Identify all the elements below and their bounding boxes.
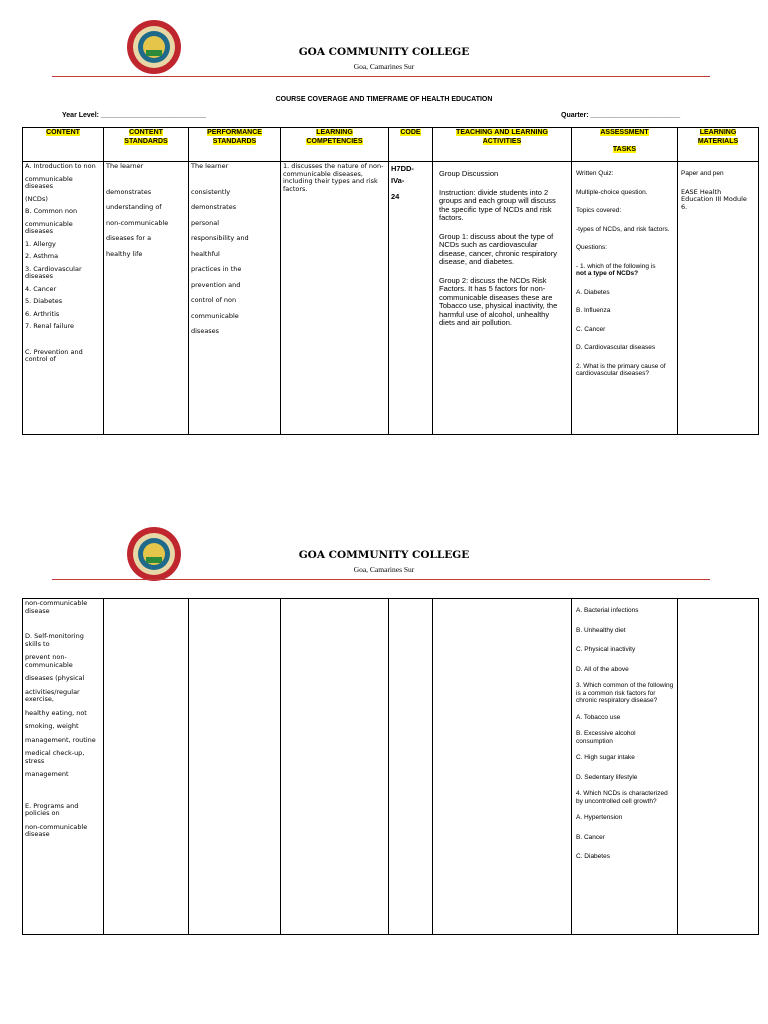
col-code-header: CODE bbox=[389, 128, 433, 162]
col-assessment-header: ASSESSMENT TASKS bbox=[572, 128, 678, 162]
col-content-standards-header: CONTENT STANDARDS bbox=[104, 128, 189, 162]
page-2 bbox=[0, 500, 768, 1000]
activities-cell bbox=[433, 599, 572, 935]
content-standards-cell bbox=[104, 599, 189, 935]
coverage-table-page2 bbox=[22, 598, 759, 935]
learning-competencies-cell bbox=[281, 599, 389, 935]
content-standards-cell: The learner demonstrates understanding of non-communicable diseases for a healthy life bbox=[104, 162, 189, 435]
assessment-cell: A. Bacterial infections B. Unhealthy diet C. Physical inactivity D. All of the above 3. Which common of the following is a common risk factors for chronic respiratory disease? A. Tobacco use B. Excessive alcohol consumption C. High sugar intake D. Sedentary lifestyle 4. Which NCDs is characterized by uncontrolled cell growth? A. Hypertension B. Cancer C. Diabetes bbox=[572, 599, 678, 935]
year-level-label: Year Level: ___________________________ bbox=[62, 112, 207, 119]
col-activities-header: TEACHING AND LEARNING ACTIVITIES bbox=[433, 128, 572, 162]
header-rule bbox=[52, 579, 710, 580]
quarter-label: Quarter: _______________________ bbox=[561, 112, 681, 119]
course-title: COURSE COVERAGE AND TIMEFRAME OF HEALTH EDUCATION bbox=[275, 96, 493, 103]
activities-cell: Group Discussion Instruction: divide students into 2 groups and each group will discuss the specific type of NCDs and risk factors. Group 1: discuss about the type of NCDs such as cardiovascular disease, cancer, chronic respiratory disease, and diabetes. Group 2: discuss the NCDs Risk Factors. It has 5 factors for non-communicable diseases these are Tobacco use, physical inactivity, the harmful use of alcohol, unhealthy diets and air pollution. bbox=[433, 162, 572, 435]
col-content-header: CONTENT bbox=[23, 128, 104, 162]
col-materials-header: LEARNING MATERIALS bbox=[678, 128, 759, 162]
content-cell: non-communicable disease D. Self-monitoring skills to prevent non-communicable diseases (physical activities/regular exercise, healthy eating, not smoking, weight management, routine medical check-up, stress management E. Programs and policies on non-communicable disease bbox=[23, 599, 104, 935]
assessment-cell: Written Quiz: Multiple-choice question. Topics covered: -types of NCDs, and risk factors. Questions: - 1. which of the following is not a type of NCDs? A. Diabetes B. Influenza C. Cancer D. Cardiovascular diseases 2. What is the primary cause of cardiovascular diseases? bbox=[572, 162, 678, 435]
performance-standards-cell bbox=[189, 599, 281, 935]
college-address: Goa, Camarines Sur bbox=[353, 565, 415, 574]
header-rule bbox=[52, 76, 710, 77]
college-name: GOA COMMUNITY COLLEGE bbox=[298, 549, 470, 561]
content-cell: A. Introduction to non communicable diseases (NCDs) B. Common non communicable diseases 1. Allergy 2. Asthma 3. Cardiovascular diseases 4. Cancer 5. Diabetes 6. Arthritis 7. Renal failure C. Prevention and control of bbox=[23, 162, 104, 435]
code-cell: H7DD- IVa- 24 bbox=[389, 162, 433, 435]
coverage-table-page1 bbox=[22, 127, 759, 435]
materials-cell bbox=[678, 599, 759, 935]
college-name: GOA COMMUNITY COLLEGE bbox=[298, 46, 470, 58]
col-learning-competencies-header: LEARNING COMPETENCIES bbox=[281, 128, 389, 162]
college-address: Goa, Camarines Sur bbox=[353, 62, 415, 71]
page-1 bbox=[0, 0, 768, 470]
col-performance-standards-header: PERFORMANCE STANDARDS bbox=[189, 128, 281, 162]
materials-cell: Paper and pen EASE Health Education III Module 6. bbox=[678, 162, 759, 435]
performance-standards-cell: The learner consistently demonstrates personal responsibility and healthful practices in the prevention and control of non communicable diseases bbox=[189, 162, 281, 435]
learning-competencies-cell: 1. discusses the nature of non-communicable diseases, including their types and risk factors. bbox=[281, 162, 389, 435]
code-cell bbox=[389, 599, 433, 935]
